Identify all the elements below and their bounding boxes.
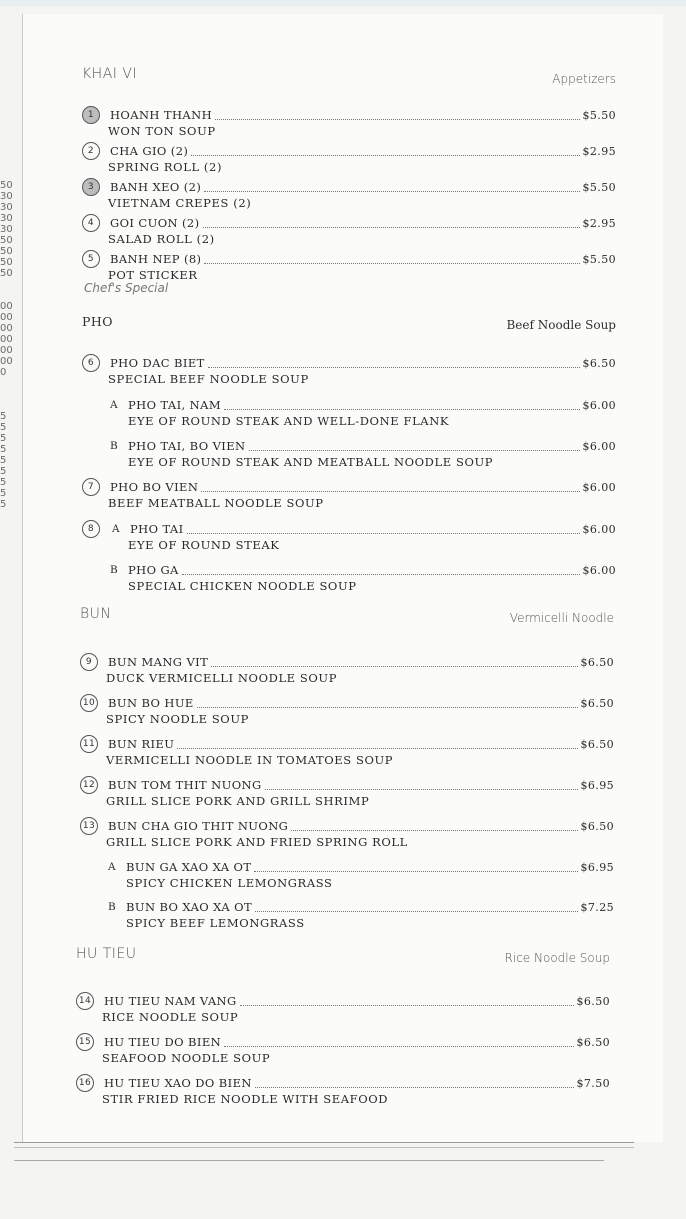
leader-dots — [182, 574, 580, 575]
item-number-badge: 8 — [82, 520, 100, 538]
margin-bleed-char: 5 — [0, 477, 7, 488]
leader-dots — [203, 227, 580, 228]
menu-item-row — [76, 992, 610, 1010]
item-number-badge: 11 — [80, 735, 98, 753]
menu-item-row — [80, 776, 614, 794]
page-bottom-edge-2 — [14, 1160, 604, 1161]
item-price: $6.00 — [582, 398, 616, 412]
item-description: GRILL SLICE PORK AND FRIED SPRING ROLL — [106, 835, 408, 849]
menu-item-row — [80, 653, 614, 671]
item-name: BUN GA XAO XA OT — [126, 860, 252, 874]
menu-item-row — [106, 858, 614, 876]
item-price: $5.50 — [582, 180, 616, 194]
menu-item-row — [106, 898, 614, 916]
item-number-badge: 2 — [82, 142, 100, 160]
section-title-en: Beef Noodle Soup — [506, 318, 616, 332]
leader-dots — [265, 789, 578, 790]
item-name: PHO DAC BIET — [110, 356, 205, 370]
section-title-vn: PHO — [82, 314, 114, 329]
margin-bleed-char: 30 — [0, 202, 13, 213]
item-price: $6.50 — [580, 696, 614, 710]
item-description: DUCK VERMICELLI NOODLE SOUP — [106, 671, 338, 685]
leader-dots — [204, 191, 579, 192]
margin-bleed-char — [0, 279, 20, 290]
margin-bleed-char: 50 — [0, 246, 13, 257]
leader-dots — [224, 1046, 573, 1047]
margin-bleed-char: 5 — [0, 499, 7, 510]
leader-dots — [177, 748, 577, 749]
sub-item-letter: A — [108, 861, 116, 873]
item-name: PHO TAI, BO VIEN — [128, 439, 246, 453]
item-description: EYE OF ROUND STEAK AND WELL-DONE FLANK — [128, 414, 450, 428]
item-name: HU TIEU XAO DO BIEN — [104, 1076, 252, 1090]
item-number-badge: 6 — [82, 354, 100, 372]
margin-bleed-char: 00 — [0, 334, 13, 345]
section-title-en: Vermicelli Noodle — [509, 611, 614, 625]
margin-bleed-char: 00 — [0, 312, 13, 323]
margin-bleed-char — [0, 290, 20, 301]
margin-bleed-char: 0 — [0, 367, 7, 378]
margin-bleed-text — [0, 180, 20, 510]
menu-item-row — [82, 178, 616, 196]
menu-item-row — [82, 354, 616, 372]
section-title-vn: KHAI VI — [82, 66, 138, 82]
item-description: WON TON SOUP — [108, 124, 216, 138]
leader-dots — [240, 1005, 574, 1006]
item-description: SPRING ROLL (2) — [108, 160, 223, 174]
item-number-badge: 9 — [80, 653, 98, 671]
menu-item-row — [80, 735, 614, 753]
item-price: $7.50 — [576, 1076, 610, 1090]
item-description: SALAD ROLL (2) — [108, 232, 215, 246]
menu-item-row — [82, 478, 616, 496]
leader-dots — [291, 830, 577, 831]
menu-item-row — [82, 520, 616, 538]
item-number-badge: 5 — [82, 250, 100, 268]
item-name: BANH NEP (8) — [110, 252, 202, 266]
item-name: PHO BO VIEN — [110, 480, 199, 494]
item-number-badge: 13 — [80, 817, 98, 835]
item-price: $6.00 — [582, 563, 616, 577]
margin-bleed-char: 50 — [0, 268, 13, 279]
section-title-vn: HU TIEU — [76, 946, 137, 962]
scan-top-edge — [0, 0, 686, 6]
item-description: SPICY NOODLE SOUP — [106, 712, 249, 726]
item-price: $2.95 — [582, 144, 616, 158]
margin-bleed-char: 50 — [0, 235, 13, 246]
item-name: BUN MANG VIT — [108, 655, 209, 669]
item-price: $6.50 — [576, 1035, 610, 1049]
item-price: $2.95 — [582, 216, 616, 230]
menu-item-row — [80, 694, 614, 712]
menu-item-row — [80, 817, 614, 835]
margin-bleed-char: 50 — [0, 257, 13, 268]
item-description: RICE NOODLE SOUP — [102, 1010, 239, 1024]
margin-bleed-char: 00 — [0, 356, 13, 367]
item-price: $6.00 — [582, 439, 616, 453]
sub-item-letter: B — [109, 564, 119, 576]
item-number-badge: 7 — [82, 478, 100, 496]
item-name: PHO TAI — [130, 522, 184, 536]
margin-bleed-char: 5 — [0, 466, 7, 477]
leader-dots — [255, 1087, 574, 1088]
item-name: PHO TAI, NAM — [128, 398, 221, 412]
item-price: $5.50 — [582, 252, 616, 266]
section-title-vn: BUN — [80, 606, 112, 622]
item-price: $6.00 — [582, 480, 616, 494]
sub-item-letter: B — [109, 440, 119, 452]
margin-bleed-char: 5 — [0, 433, 7, 444]
leader-dots — [224, 409, 580, 410]
item-description: GRILL SLICE PORK AND GRILL SHRIMP — [106, 794, 370, 808]
margin-bleed-char: 5 — [0, 411, 7, 422]
item-number-badge: 15 — [76, 1033, 94, 1051]
section-title-en: Appetizers — [552, 72, 616, 86]
item-price: $6.50 — [580, 819, 614, 833]
item-name: BUN BO XAO XA OT — [126, 900, 253, 914]
item-price: $5.50 — [582, 108, 616, 122]
item-name: HOANH THANH — [110, 108, 213, 122]
item-price: $6.50 — [582, 356, 616, 370]
margin-bleed-char: 30 — [0, 213, 13, 224]
margin-bleed-char — [0, 378, 20, 389]
item-price: $7.25 — [580, 900, 614, 914]
margin-bleed-char: 30 — [0, 191, 13, 202]
margin-bleed-char: 00 — [0, 345, 13, 356]
item-description: SPECIAL CHICKEN NOODLE SOUP — [128, 579, 357, 593]
sub-item-letter: A — [110, 399, 118, 411]
item-number-badge: 10 — [80, 694, 98, 712]
item-name: BUN TOM THIT NUONG — [108, 778, 262, 792]
item-description: SEAFOOD NOODLE SOUP — [102, 1051, 271, 1065]
menu-item-row — [82, 214, 616, 232]
margin-bleed-char: 00 — [0, 323, 13, 334]
menu-item-row — [82, 250, 616, 268]
leader-dots — [191, 155, 579, 156]
menu-item-row — [82, 142, 616, 160]
item-description: SPICY CHICKEN LEMONGRASS — [126, 876, 333, 890]
margin-bleed-char: 50 — [0, 180, 13, 191]
item-description: SPECIAL BEEF NOODLE SOUP — [108, 372, 309, 386]
margin-bleed-char: 00 — [0, 301, 13, 312]
item-number-badge: 16 — [76, 1074, 94, 1092]
item-description: BEEF MEATBALL NOODLE SOUP — [108, 496, 324, 510]
margin-bleed-char: 5 — [0, 444, 7, 455]
leader-dots — [187, 533, 580, 534]
item-description: STIR FRIED RICE NOODLE WITH SEAFOOD — [102, 1092, 389, 1106]
item-description: VIETNAM CREPES (2) — [108, 196, 252, 210]
item-price: $6.95 — [580, 778, 614, 792]
menu-item-row — [108, 561, 616, 579]
item-number-badge: 4 — [82, 214, 100, 232]
menu-item-row — [76, 1074, 610, 1092]
section-title-en: Rice Noodle Soup — [504, 951, 610, 965]
leader-dots — [201, 491, 579, 492]
chefs-special-note: Chef's Special — [84, 281, 169, 295]
item-name: CHA GIO (2) — [110, 144, 189, 158]
sub-item-letter: A — [112, 523, 120, 535]
menu-item-row — [108, 396, 616, 414]
item-description: SPICY BEEF LEMONGRASS — [126, 916, 305, 930]
item-name: BUN CHA GIO THIT NUONG — [108, 819, 289, 833]
item-price: $6.00 — [582, 522, 616, 536]
item-price: $6.50 — [580, 737, 614, 751]
leader-dots — [204, 263, 579, 264]
margin-bleed-char — [0, 400, 20, 411]
item-name: BUN BO HUE — [108, 696, 194, 710]
margin-bleed-char: 5 — [0, 422, 7, 433]
margin-bleed-char — [0, 389, 20, 400]
leader-dots — [254, 871, 577, 872]
item-name: BANH XEO (2) — [110, 180, 202, 194]
item-price: $6.50 — [576, 994, 610, 1008]
margin-bleed-char: 5 — [0, 455, 7, 466]
item-number-badge: 14 — [76, 992, 94, 1010]
margin-bleed-char: 5 — [0, 488, 7, 499]
item-name: PHO GA — [128, 563, 179, 577]
item-number-badge: 12 — [80, 776, 98, 794]
menu-item-row — [108, 437, 616, 455]
item-name: BUN RIEU — [108, 737, 175, 751]
item-price: $6.95 — [580, 860, 614, 874]
item-price: $6.50 — [580, 655, 614, 669]
item-description: VERMICELLI NOODLE IN TOMATOES SOUP — [106, 753, 394, 767]
sub-item-letter: B — [107, 901, 117, 913]
item-number-badge: 1 — [82, 106, 100, 124]
leader-dots — [255, 911, 577, 912]
item-description: POT STICKER — [108, 268, 198, 282]
margin-bleed-char: 30 — [0, 224, 13, 235]
page-bottom-edge — [14, 1142, 634, 1148]
leader-dots — [208, 367, 580, 368]
leader-dots — [249, 450, 580, 451]
item-number-badge: 3 — [82, 178, 100, 196]
leader-dots — [215, 119, 579, 120]
leader-dots — [197, 707, 578, 708]
item-name: GOI CUON (2) — [110, 216, 200, 230]
item-name: HU TIEU NAM VANG — [104, 994, 237, 1008]
leader-dots — [211, 666, 577, 667]
item-description: EYE OF ROUND STEAK AND MEATBALL NOODLE SOUP — [128, 455, 494, 469]
menu-item-row — [76, 1033, 610, 1051]
item-description: EYE OF ROUND STEAK — [128, 538, 280, 552]
item-name: HU TIEU DO BIEN — [104, 1035, 222, 1049]
menu-item-row — [82, 106, 616, 124]
